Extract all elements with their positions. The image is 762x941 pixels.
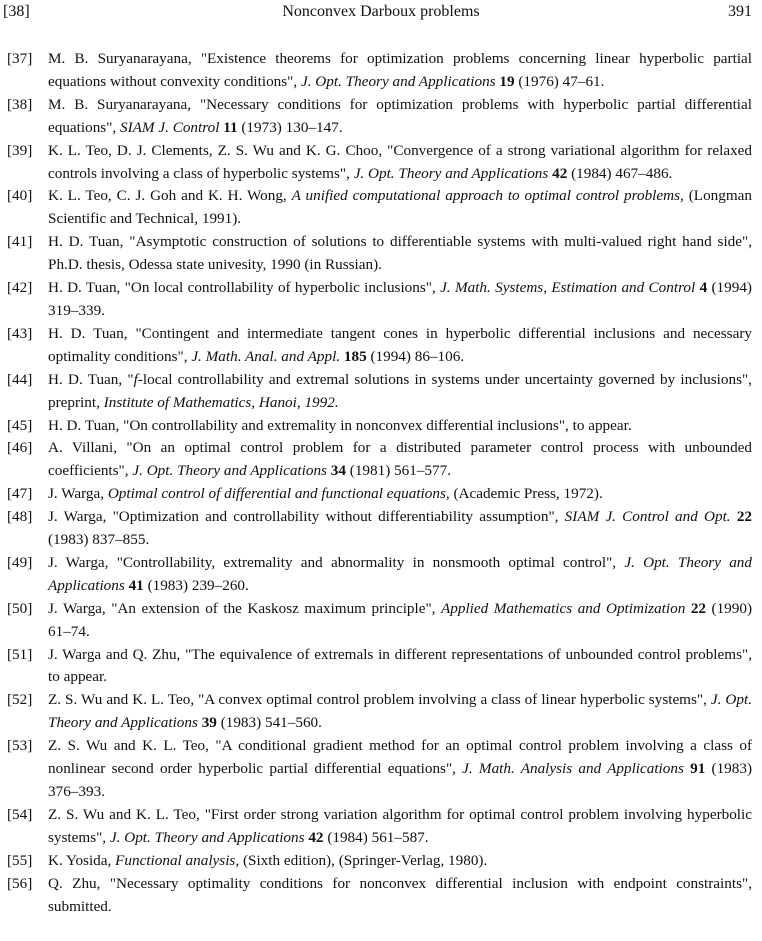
page-number: 391: [728, 3, 752, 20]
volume-number: 42: [552, 164, 568, 182]
italic-text: Institute of Mathematics, Hanoi, 1992.: [103, 393, 339, 411]
reference-segment: (1983) 376–393.: [48, 760, 752, 800]
reference-number: [40]: [7, 187, 33, 205]
reference-number: [44]: [7, 370, 33, 388]
italic-text: Functional analysis,: [115, 851, 240, 869]
reference-text: [48, 415, 752, 438]
reference-segment: J. Warga,: [48, 485, 108, 503]
reference-segment: (Sixth edition), (Springer-Verlag, 1980).: [239, 851, 488, 869]
reference-segment: M. B. Suryanarayana, "Necessary conditions for optimization problems with hyperbolic partial differential equations",: [48, 95, 752, 136]
reference-number: [50]: [7, 599, 33, 617]
reference-item: [7, 689, 752, 735]
reference-segment: (1981) 561–577.: [345, 462, 452, 480]
reference-item: [7, 437, 752, 483]
volume-number: 11: [223, 118, 238, 136]
volume-number: 22: [736, 508, 752, 526]
header-section-label: [38]: [3, 3, 30, 20]
reference-text: [48, 598, 752, 644]
reference-segment: (1990) 61–74.: [48, 599, 753, 640]
reference-text: [48, 437, 752, 483]
reference-number: [55]: [7, 851, 33, 869]
volume-number: 19: [499, 72, 515, 90]
italic-text: J. Math. Analysis and Applications: [462, 760, 684, 778]
header-title: Nonconvex Darboux problems: [282, 3, 480, 20]
reference-segment: H. D. Tuan, "On local controllability of hyperbolic inclusions",: [48, 279, 441, 297]
reference-number: [41]: [7, 233, 33, 251]
reference-item: [7, 94, 752, 140]
reference-segment: A. Villani, "On an optimal control problem for a distributed parameter control process with unbounded coefficients",: [48, 439, 752, 480]
reference-segment: Q. Zhu, "Necessary optimality conditions for nonconvex differential inclusion with endpoint constraints", submitted.: [48, 874, 752, 915]
italic-text: SIAM J. Control and Opt.: [564, 508, 731, 526]
italic-text: J. Math. Anal. and Appl.: [191, 347, 341, 365]
reference-text: [48, 735, 752, 804]
reference-segment: H. D. Tuan, "On controllability and extremality in nonconvex differential inclusions", to appear.: [48, 416, 632, 434]
reference-item: [7, 415, 752, 438]
reference-segment: J. Warga and Q. Zhu, "The equivalence of extremals in different representations of unbounded control problems", to appear.: [48, 645, 752, 686]
reference-item: [7, 369, 752, 415]
reference-segment: J. Warga, "An extension of the Kaskosz maximum principle",: [48, 599, 441, 617]
italic-text: J. Opt. Theory and Applications: [48, 691, 752, 732]
reference-segment: (1994) 86–106.: [366, 347, 465, 365]
italic-text: A unified computational approach to optimal control problems,: [291, 187, 684, 205]
reference-number: [46]: [7, 439, 33, 457]
reference-number: [43]: [7, 324, 33, 342]
reference-number: [53]: [7, 737, 33, 755]
reference-text: [48, 850, 752, 873]
reference-text: [48, 323, 752, 369]
reference-segment: M. B. Suryanarayana, "Existence theorems for optimization problems concerning linear hyperbolic partial equations without convexity conditions",: [48, 50, 752, 90]
reference-text: [48, 506, 752, 552]
reference-item: [7, 598, 752, 644]
reference-number: [54]: [7, 805, 33, 823]
volume-number: 4: [699, 279, 708, 297]
reference-list: [7, 48, 752, 918]
reference-text: [48, 48, 752, 94]
italic-text: J. Math. Systems, Estimation and Control: [440, 279, 696, 297]
reference-item: [7, 873, 752, 919]
reference-number: [39]: [7, 141, 33, 159]
reference-text: [48, 369, 752, 415]
reference-text: [48, 140, 752, 186]
reference-segment: (1994) 319–339.: [48, 279, 752, 319]
italic-text: J. Opt. Theory and Applications: [48, 553, 752, 594]
running-header: [0, 3, 762, 27]
reference-segment: H. D. Tuan, "Contingent and intermediate tangent cones in hyperbolic differential inclusions and necessary optimality conditions",: [48, 324, 752, 365]
italic-text: J. Opt. Theory and Applications: [132, 462, 327, 480]
italic-text: Applied Mathematics and Optimization: [440, 599, 686, 617]
reference-text: [48, 483, 752, 506]
volume-number: 42: [308, 828, 324, 846]
reference-item: [7, 231, 752, 277]
volume-number: 41: [128, 576, 144, 594]
reference-segment: Z. S. Wu and K. L. Teo, "A convex optimal control problem involving a class of linear hyperbolic systems",: [48, 691, 711, 709]
reference-segment: J. Warga, "Controllability, extremality and abnormality in nonsmooth optimal control",: [48, 553, 625, 571]
reference-segment: (1976) 47–61.: [514, 72, 605, 90]
reference-number: [51]: [7, 645, 33, 663]
reference-number: [37]: [7, 50, 33, 67]
reference-number: [47]: [7, 485, 33, 503]
reference-segment: K. L. Teo, C. J. Goh and K. H. Wong,: [48, 187, 292, 205]
reference-segment: (1973) 130–147.: [237, 118, 343, 136]
reference-item: [7, 483, 752, 506]
reference-number: [49]: [7, 553, 33, 571]
reference-text: [48, 552, 752, 598]
reference-number: [38]: [7, 95, 33, 113]
reference-segment: Z. S. Wu and K. L. Teo, "First order strong variation algorithm for optimal control problem involving hyperbolic systems",: [48, 805, 752, 846]
reference-item: [7, 506, 752, 552]
reference-segment: K. Yosida,: [48, 851, 116, 869]
reference-text: [48, 185, 752, 231]
reference-number: [52]: [7, 691, 33, 709]
reference-segment: K. L. Teo, D. J. Clements, Z. S. Wu and K. G. Choo, "Convergence of a strong variational algorithm for relaxed controls involving a class of hyperbolic systems",: [48, 141, 752, 182]
italic-text: J. Opt. Theory and Applications: [109, 828, 305, 846]
italic-text: J. Opt. Theory and Applications: [353, 164, 549, 182]
reference-segment: (Longman Scientific and Technical, 1991).: [48, 187, 752, 228]
reference-number: [48]: [7, 508, 33, 526]
volume-number: 22: [690, 599, 707, 617]
reference-text: [48, 804, 752, 850]
reference-item: [7, 644, 752, 690]
reference-item: [7, 185, 752, 231]
reference-segment: H. D. Tuan, ": [48, 370, 134, 388]
italic-text: SIAM J. Control: [120, 118, 220, 136]
reference-item: [7, 804, 752, 850]
reference-item: [7, 48, 752, 94]
italic-text: f: [133, 370, 138, 388]
reference-text: [48, 689, 752, 735]
reference-text: [48, 94, 752, 140]
reference-item: [7, 140, 752, 186]
reference-item: [7, 850, 752, 873]
reference-number: [42]: [7, 279, 33, 297]
italic-text: J. Opt. Theory and Applications: [300, 72, 496, 90]
reference-text: [48, 873, 752, 919]
reference-item: [7, 277, 752, 323]
reference-text: [48, 644, 752, 690]
reference-number: [45]: [7, 416, 33, 434]
reference-segment: (1984) 467–486.: [567, 164, 673, 182]
reference-segment: (Academic Press, 1972).: [449, 485, 603, 503]
reference-segment: J. Warga, "Optimization and controllability without differentiability assumption",: [48, 508, 565, 526]
reference-number: [56]: [7, 874, 33, 892]
reference-segment: H. D. Tuan, "Asymptotic construction of solutions to differentiable systems with multi-valued right hand side", Ph.D. thesis, Odessa state univesity, 1990 (in Russian).: [48, 233, 752, 274]
volume-number: 185: [343, 347, 367, 365]
reference-text: [48, 277, 752, 323]
reference-segment: (1983) 837–855.: [48, 531, 150, 549]
volume-number: 39: [201, 714, 217, 732]
reference-segment: Z. S. Wu and K. L. Teo, "A conditional gradient method for an optimal control problem involving a class of nonlinear second order hyperbolic partial differential equations",: [48, 737, 752, 778]
reference-item: [7, 735, 752, 804]
reference-segment: -local controllability and extremal solutions in systems under uncertainty governed by inclusions", preprint,: [48, 370, 752, 411]
reference-item: [7, 323, 752, 369]
reference-segment: (1983) 239–260.: [143, 576, 249, 594]
reference-item: [7, 552, 752, 598]
reference-segment: (1983) 541–560.: [216, 714, 322, 732]
reference-segment: (1984) 561–587.: [323, 828, 429, 846]
italic-text: Optimal control of differential and functional equations,: [107, 485, 450, 503]
volume-number: 34: [330, 462, 346, 480]
volume-number: 91: [690, 760, 706, 778]
reference-text: [48, 231, 752, 277]
